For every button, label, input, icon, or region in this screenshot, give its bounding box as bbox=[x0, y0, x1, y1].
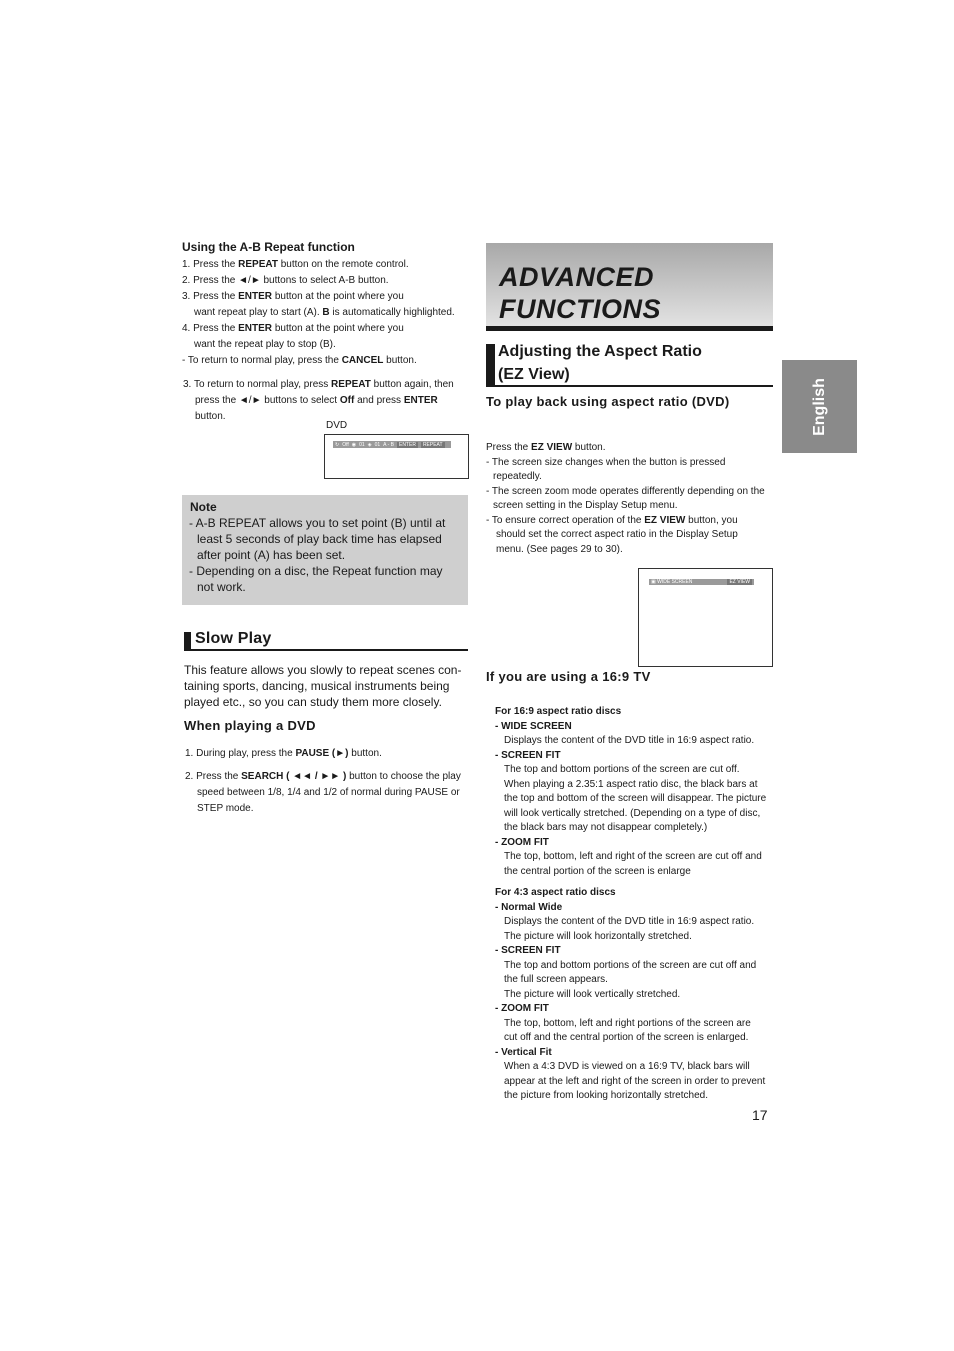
option-desc: cut off and the central portion of the screen is enlarged. bbox=[504, 1032, 749, 1043]
note-title: Note bbox=[190, 500, 217, 514]
tv-16-9-options bbox=[495, 705, 775, 1104]
language-tab bbox=[782, 360, 857, 453]
ez-view-osd-bar bbox=[649, 579, 754, 585]
osd-enter-chip: ENTER bbox=[398, 441, 416, 448]
ab-step-3: 3. Press the ENTER button at the point where you bbox=[182, 291, 404, 302]
ez-line: - The screen zoom mode operates differently depending on the bbox=[486, 485, 765, 497]
option-screen-fit: - SCREEN FIT bbox=[495, 945, 561, 956]
option-desc: the picture from looking horizontally stretched. bbox=[504, 1090, 708, 1101]
when-playing-dvd-heading: When playing a DVD bbox=[184, 718, 316, 733]
option-desc: When playing a 2.35:1 aspect ratio disc, the black bars at bbox=[504, 778, 758, 790]
note-text bbox=[189, 515, 464, 595]
advanced-functions-banner bbox=[486, 243, 773, 327]
advanced-functions-title bbox=[499, 261, 661, 325]
ab-step-4: 4. Press the ENTER button at the point where you bbox=[182, 323, 404, 334]
osd-off: Off bbox=[342, 441, 349, 448]
option-wide-screen: - WIDE SCREEN bbox=[495, 720, 572, 732]
option-desc: the top and bottom of the screen will disappear. The picture bbox=[504, 793, 767, 804]
ez-line: - To ensure correct operation of the EZ VIEW button, you bbox=[486, 514, 738, 526]
language-tab-label: English bbox=[810, 377, 828, 436]
ez-line: screen setting in the Display Setup menu. bbox=[493, 500, 678, 511]
ez-view-instructions bbox=[486, 441, 776, 557]
repeat-icon: ↻ bbox=[335, 441, 340, 448]
ab-step-normal: 3. To return to normal play, press REPEAT button again, then bbox=[183, 379, 454, 390]
slow-step-2: 2. Press the SEARCH ( ◄◄ / ►► ) button to choose the play bbox=[185, 771, 461, 782]
note-line: least 5 seconds of play back time has elapsed bbox=[197, 532, 442, 546]
slow-play-steps bbox=[185, 746, 470, 817]
slow-play-intro bbox=[184, 662, 470, 710]
option-normal-wide: - Normal Wide bbox=[495, 901, 563, 913]
option-desc: The top and bottom portions of the screen are cut off. bbox=[504, 764, 740, 775]
osd-ab: A - B bbox=[383, 441, 394, 448]
ez-line: menu. (See pages 29 to 30). bbox=[496, 543, 623, 555]
slow-play-heading: Slow Play bbox=[195, 630, 272, 647]
ab-step-normal-end: button. bbox=[195, 411, 226, 422]
note-line: after point (A) has been set. bbox=[197, 548, 346, 562]
option-screen-fit: - SCREEN FIT bbox=[495, 749, 561, 761]
osd-chapter: 01 bbox=[374, 441, 381, 448]
slow-step-2-cont: speed between 1/8, 1/4 and 1/2 of normal during PAUSE or bbox=[197, 787, 460, 798]
option-zoom-fit: - ZOOM FIT bbox=[495, 1003, 549, 1014]
slow-step-2-end: STEP mode. bbox=[197, 803, 254, 814]
option-desc: When a 4:3 DVD is viewed on a 16:9 TV, black bars will bbox=[504, 1061, 750, 1072]
title-line: FUNCTIONS bbox=[499, 294, 661, 324]
dvd-osd-screen bbox=[324, 434, 469, 479]
ab-step-4-cont: want the repeat play to stop (B). bbox=[194, 339, 336, 350]
ab-step-3-cont: want repeat play to start (A). B is automatically highlighted. bbox=[194, 307, 455, 318]
ab-repeat-title: Using the A-B Repeat function bbox=[182, 240, 355, 254]
note-line: not work. bbox=[197, 580, 246, 594]
option-desc: The top and bottom portions of the screen are cut off and bbox=[504, 959, 757, 971]
ez-view-chip: EZ VIEW bbox=[729, 579, 750, 585]
osd-title: 01 bbox=[359, 441, 365, 448]
osd-repeat-chip: REPEAT bbox=[422, 441, 443, 448]
banner-rule bbox=[486, 326, 773, 331]
ab-step-2: 2. Press the ◄/► buttons to select A-B button. bbox=[182, 275, 389, 286]
option-desc: the black bars may not disappear completely.) bbox=[504, 822, 708, 833]
tv-16-9-heading: If you are using a 16:9 TV bbox=[486, 669, 651, 684]
ez-view-osd-screen bbox=[638, 568, 773, 667]
slow-step-1: 1. During play, press the PAUSE (►) button. bbox=[185, 748, 382, 759]
intro-line: taining sports, dancing, musical instruments being bbox=[184, 679, 450, 693]
note-box bbox=[182, 495, 468, 605]
dvd-screen-label: DVD bbox=[326, 420, 348, 431]
aspect-ratio-rule bbox=[486, 385, 773, 387]
ez-line: should set the correct aspect ratio in the Display Setup bbox=[496, 529, 738, 540]
ab-repeat-normal-play bbox=[183, 377, 473, 425]
disc-icon: ◉ bbox=[351, 441, 357, 448]
option-desc: The picture will look vertically stretched. bbox=[504, 988, 681, 1000]
aspect-ratio-marker bbox=[486, 344, 495, 385]
intro-line: played etc., so you can study them more closely. bbox=[184, 695, 442, 709]
slow-play-rule bbox=[184, 649, 468, 651]
ez-line: repeatedly. bbox=[493, 471, 542, 482]
option-desc: Displays the content of the DVD title in 16:9 aspect ratio. bbox=[504, 916, 755, 927]
disc-type-heading: For 16:9 aspect ratio discs bbox=[495, 706, 622, 717]
ab-step-normal-cont: press the ◄/► buttons to select Off and press ENTER bbox=[195, 395, 438, 406]
option-desc: The picture will look horizontally stretched. bbox=[504, 930, 692, 942]
aspect-ratio-heading bbox=[498, 340, 773, 386]
intro-line: This feature allows you slowly to repeat scenes con- bbox=[184, 663, 462, 677]
option-desc: The top, bottom, left and right portions of the screen are bbox=[504, 1017, 751, 1029]
play-back-aspect-heading: To play back using aspect ratio (DVD) bbox=[486, 394, 730, 409]
ab-step-1: 1. Press the REPEAT button on the remote control. bbox=[182, 259, 409, 270]
option-desc: the full screen appears. bbox=[504, 974, 608, 985]
ab-repeat-steps bbox=[182, 257, 472, 369]
osd-mode-label: WIDE SCREEN bbox=[657, 579, 693, 585]
note-line: - Depending on a disc, the Repeat function may bbox=[189, 564, 443, 578]
heading-line: Adjusting the Aspect Ratio bbox=[498, 343, 702, 360]
aspect-icon: ▣ WIDE SCREEN bbox=[651, 579, 693, 585]
repeat-osd-bar bbox=[333, 441, 451, 448]
page-number: 17 bbox=[752, 1107, 768, 1123]
disc-type-heading: For 4:3 aspect ratio discs bbox=[495, 887, 616, 898]
note-line: - A-B REPEAT allows you to set point (B) until at bbox=[189, 516, 446, 530]
option-desc: the central portion of the screen is enlarge bbox=[504, 865, 691, 877]
ab-step-cancel: - To return to normal play, press the CANCEL button. bbox=[182, 355, 417, 366]
option-zoom-fit: - ZOOM FIT bbox=[495, 836, 549, 848]
option-desc: The top, bottom, left and right of the screen are cut off and bbox=[504, 851, 762, 862]
option-vertical-fit: - Vertical Fit bbox=[495, 1046, 552, 1058]
chapter-icon: ◈ bbox=[367, 441, 372, 448]
option-desc: will look vertically stretched. (Depending on a type of disc, bbox=[504, 807, 761, 819]
ez-line: - The screen size changes when the button is pressed bbox=[486, 456, 726, 468]
option-desc: appear at the left and right of the screen in order to prevent bbox=[504, 1075, 766, 1087]
heading-line: (EZ View) bbox=[498, 366, 570, 383]
option-desc: Displays the content of the DVD title in 16:9 aspect ratio. bbox=[504, 735, 755, 746]
ez-line: Press the EZ VIEW button. bbox=[486, 442, 606, 453]
title-line: ADVANCED bbox=[499, 262, 655, 292]
